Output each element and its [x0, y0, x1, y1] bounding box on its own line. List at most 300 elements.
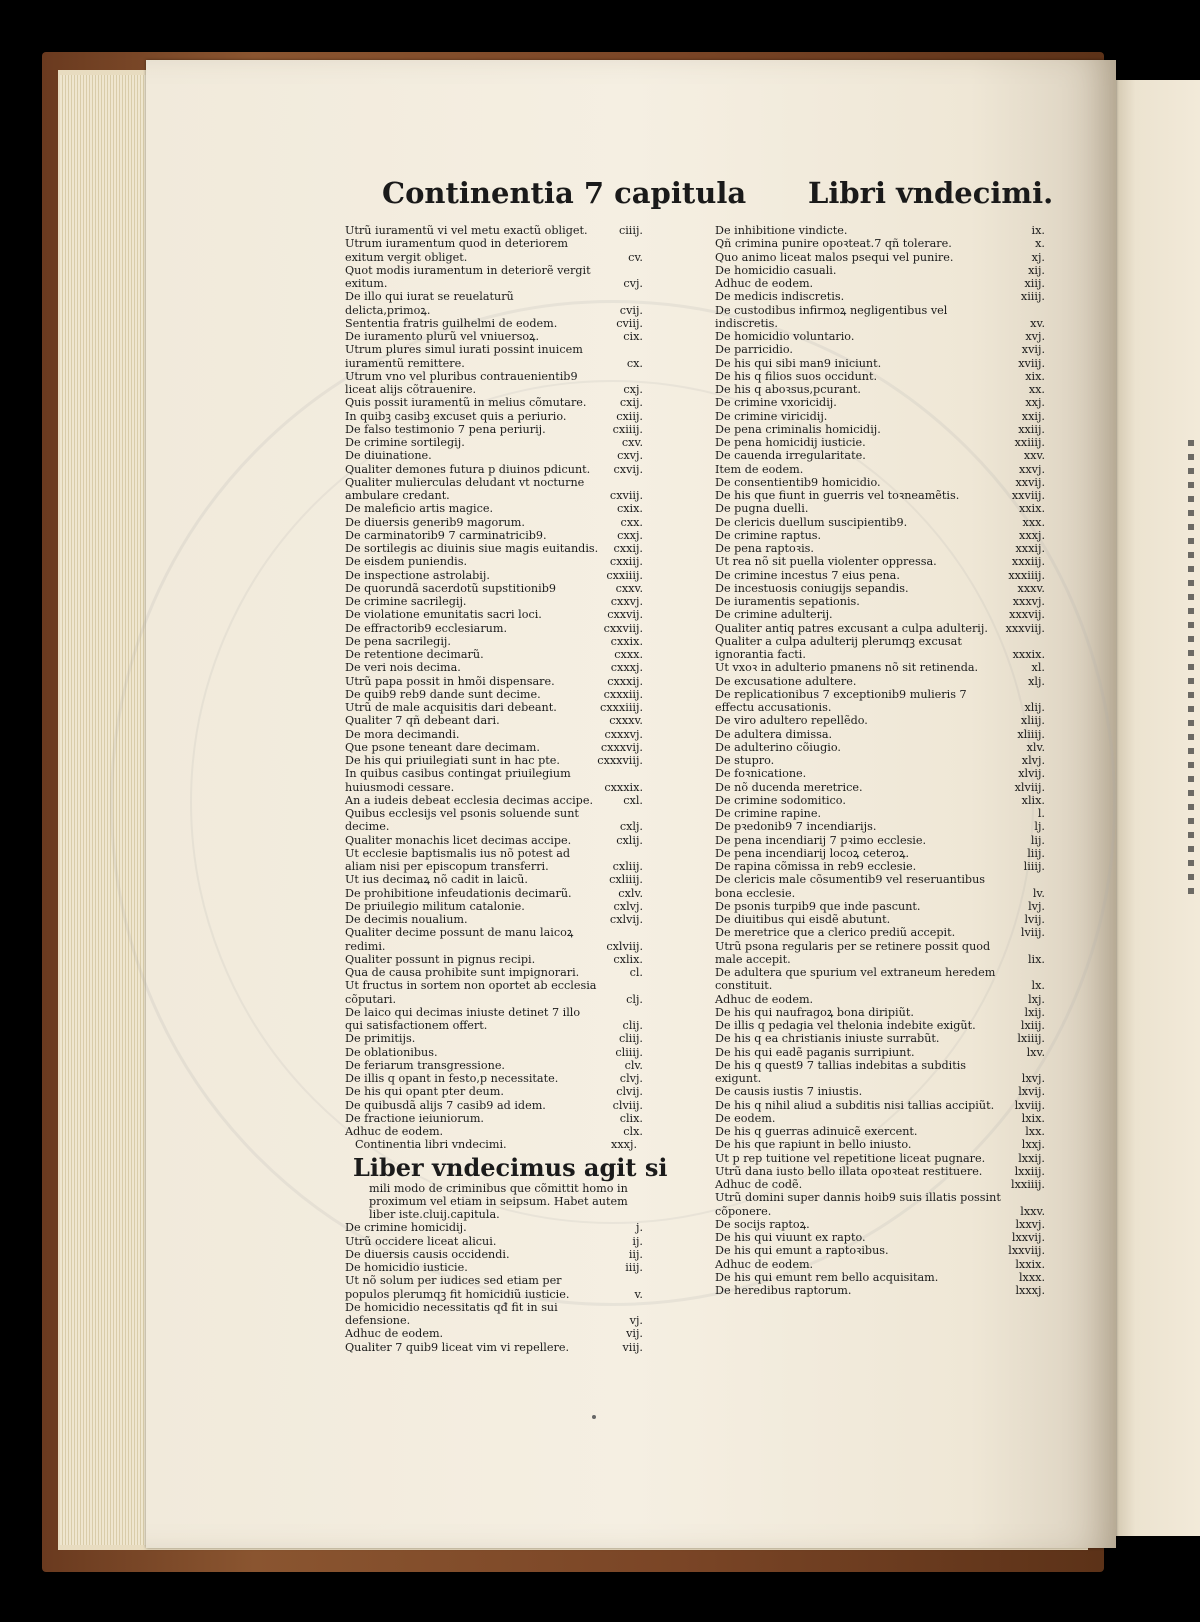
chapter-number: xxij. — [1021, 409, 1045, 423]
chapter-entry — [715, 1231, 1045, 1244]
chapter-title: De oblationibus. — [345, 1045, 438, 1059]
chapter-number: cxxxiiij. — [600, 701, 643, 714]
chapter-title: De homicidio casuali. — [715, 263, 837, 277]
chapter-entry — [715, 847, 1045, 860]
chapter-number: clix. — [619, 1111, 643, 1125]
chapter-entry — [715, 1258, 1045, 1271]
chapter-number: cxliiij. — [609, 873, 643, 887]
chapter-number: xxvij. — [1015, 475, 1045, 489]
chapter-number: xxxvij. — [1009, 608, 1045, 622]
chapter-entry — [345, 966, 643, 979]
chapter-title: De laico qui decimas iniuste detinet 7 illo qui satisfactionem offert. — [345, 1005, 581, 1032]
chapter-title: Item de eodem. — [715, 462, 804, 476]
chapter-number: x. — [1035, 237, 1045, 251]
chapter-number: xxxiiij. — [1008, 568, 1045, 582]
chapter-list-left — [345, 224, 643, 1138]
chapter-title: De custodibus infirmoꝝ negligentibus vel indiscretis. — [715, 303, 948, 330]
chapter-list-right — [715, 224, 1045, 1297]
chapter-entry — [715, 1099, 1045, 1112]
chapter-number: lxxiiij. — [1011, 1178, 1045, 1191]
chapter-number: cxxix. — [610, 634, 643, 648]
bleed-through-text — [1188, 440, 1194, 900]
chapter-entry — [715, 714, 1045, 727]
chapter-number: cxxxvij. — [600, 740, 643, 754]
chapter-title: Adhuc de eodem. — [715, 992, 814, 1006]
chapter-number: vij. — [626, 1327, 643, 1341]
chapter-title: De his qui viuunt ex rapto. — [715, 1231, 866, 1244]
chapter-number: xxxv. — [1017, 581, 1045, 595]
chapter-title: De foꝛnicatione. — [715, 767, 807, 781]
chapter-number: lxvij. — [1018, 1085, 1045, 1099]
chapter-entry — [345, 728, 643, 741]
chapter-title: De his qui priuilegiati sunt in hac pte. — [345, 754, 560, 767]
chapter-title: De prohibitione infeudationis decimarũ. — [345, 886, 572, 900]
chapter-number: lxiij. — [1020, 1019, 1045, 1032]
chapter-number: xxiiij. — [1014, 436, 1045, 449]
chapter-title: Ut rea nõ sit puella violenter oppressa. — [715, 555, 937, 569]
chapter-number: xlj. — [1028, 674, 1045, 688]
chapter-entry — [345, 701, 643, 714]
chapter-entry — [345, 1006, 643, 1033]
chapter-entry — [715, 807, 1045, 820]
chapter-number: lxxxj. — [1015, 1284, 1045, 1297]
chapter-title: De homicidio necessitatis qđ fit in sui defensione. — [345, 1300, 558, 1327]
chapter-title: De diuersis generib9 magorum. — [345, 515, 525, 529]
chapter-number: cxviij. — [609, 489, 643, 502]
chapter-entry — [715, 290, 1045, 303]
chapter-title: De violatione emunitatis sacri loci. — [345, 608, 542, 622]
chapter-title: Adhuc de eodem. — [345, 1327, 444, 1341]
chapter-title: De his qui naufragoꝝ bona diripiũt. — [715, 1005, 914, 1019]
chapter-entry — [715, 1059, 1045, 1086]
chapter-title: Utrum vno vel pluribus contrauenientib9 liceat alijs cõtrauenire. — [345, 369, 578, 396]
chapter-entry — [345, 1099, 643, 1112]
chapter-title: Utrũ dana iusto bello illata opoꝛteat restituere. — [715, 1164, 983, 1178]
running-header-right: Libri vndecimi. — [808, 176, 1054, 210]
chapter-title: De pena raptoꝛis. — [715, 542, 814, 555]
chapter-number: j. — [635, 1221, 643, 1235]
chapter-entry — [345, 542, 643, 555]
chapter-title: De nõ ducenda meretrice. — [715, 780, 863, 794]
chapter-entry — [715, 555, 1045, 568]
chapter-entry — [715, 343, 1045, 356]
chapter-entry — [345, 1235, 643, 1248]
chapter-title: De crimine vxoricidij. — [715, 396, 837, 410]
chapter-entry — [715, 463, 1045, 476]
chapter-title: Qualiter monachis licet decimas accipe. — [345, 833, 572, 847]
chapter-entry — [715, 1125, 1045, 1138]
chapter-title: De his q aboꝛsus,pcurant. — [715, 383, 861, 396]
chapter-entry — [715, 370, 1045, 383]
chapter-number: xxxviij. — [1005, 621, 1045, 635]
chapter-title: De quibusdã alijs 7 casib9 ad idem. — [345, 1098, 546, 1112]
chapter-number: cxxxix. — [604, 780, 643, 794]
chapter-entry — [345, 926, 643, 953]
chapter-entry — [715, 264, 1045, 277]
chapter-number: lxj. — [1028, 992, 1045, 1006]
chapter-title: Utrũ domini super dannis hoib9 suis illatis possint cõponere. — [715, 1191, 1001, 1218]
chapter-title: De heredibus raptorum. — [715, 1284, 852, 1297]
chapter-number: cliij. — [618, 1032, 643, 1046]
chapter-list-left-2 — [345, 1221, 643, 1354]
chapter-entry — [715, 860, 1045, 873]
chapter-number: cxl. — [623, 793, 643, 807]
chapter-entry — [715, 251, 1045, 264]
chapter-title: De inspectione astrolabij. — [345, 568, 490, 582]
chapter-number: lj. — [1034, 820, 1045, 834]
chapter-number: viij. — [622, 1340, 643, 1354]
contents-end-number: xxxj. — [611, 1138, 637, 1152]
chapter-number: lxix. — [1021, 1111, 1045, 1125]
chapter-number: xlv. — [1026, 740, 1045, 754]
chapter-title: De adulterino cõiugio. — [715, 740, 841, 754]
chapter-title: De his qui eadẽ paganis surripiunt. — [715, 1045, 915, 1059]
chapter-number: cxlij. — [616, 833, 643, 847]
chapter-title: De adultera dimissa. — [715, 727, 833, 741]
chapter-entry — [345, 396, 643, 409]
chapter-entry — [345, 1261, 643, 1274]
chapter-title: Qualiter decime possunt de manu laicoꝝ redimi. — [345, 926, 574, 953]
chapter-entry — [715, 582, 1045, 595]
chapter-title: De his que fiunt in guerris vel toꝛneamẽtis. — [715, 489, 960, 502]
chapter-number: l. — [1037, 807, 1045, 820]
chapter-entry — [715, 767, 1045, 780]
page-dot — [592, 1415, 596, 1419]
chapter-entry — [715, 834, 1045, 847]
contents-end-label: Continentia libri vndecimi. — [355, 1138, 507, 1152]
chapter-number: cxlix. — [613, 952, 643, 966]
chapter-entry — [345, 741, 643, 754]
chapter-number: lxxvij. — [1011, 1231, 1045, 1244]
chapter-number: lvj. — [1028, 899, 1045, 913]
chapter-title: De iuramentis sepationis. — [715, 595, 860, 608]
chapter-title: De pena criminalis homicidij. — [715, 422, 881, 436]
chapter-entry — [715, 516, 1045, 529]
chapter-number: cxlv. — [618, 886, 643, 900]
chapter-title: De quib9 reb9 dande sunt decime. — [345, 687, 541, 701]
chapter-entry — [345, 1327, 643, 1340]
chapter-title: Utrũ iuramentũ vi vel metu exactũ obliget. — [345, 224, 588, 237]
chapter-entry — [715, 1244, 1045, 1257]
chapter-number: ij. — [632, 1234, 643, 1248]
chapter-title: De quorundã sacerdotũ supstitionib9 — [345, 581, 556, 595]
chapter-title: Sententia fratris guilhelmi de eodem. — [345, 316, 558, 330]
chapter-entry — [345, 436, 643, 449]
book-eleven-intro: mili modo de criminibus que cõmittit homo in proximum vel etiam in seipsum. Habet autem liber iste.cluij.capitula. — [369, 1181, 628, 1221]
chapter-number: cxxj. — [617, 528, 643, 542]
chapter-title: De falso testimonio 7 pena periurij. — [345, 422, 546, 436]
chapter-title: Quot modis iuramentum in deteriorẽ vergit exitum. — [345, 263, 591, 290]
chapter-title: Quibus ecclesijs vel psonis soluende sunt decime. — [345, 807, 579, 834]
chapter-title: De diuinatione. — [345, 449, 432, 463]
chapter-title: De stupro. — [715, 754, 775, 767]
chapter-number: cxxxvj. — [604, 727, 643, 741]
chapter-title: De effractorib9 ecclesiarum. — [345, 621, 508, 635]
chapter-entry — [345, 370, 643, 397]
chapter-entry — [715, 529, 1045, 542]
chapter-title: Adhuc de eodem. — [715, 277, 814, 290]
chapter-number: xliiij. — [1017, 727, 1045, 741]
chapter-number: xlvj. — [1021, 754, 1045, 767]
chapter-entry — [345, 1248, 643, 1261]
chapter-number: iij. — [628, 1247, 643, 1261]
chapter-title: De crimine sodomitico. — [715, 793, 846, 807]
chapter-title: De priuilegio militum catalonie. — [345, 899, 525, 913]
chapter-number: cxix. — [616, 502, 643, 516]
chapter-number: clx. — [623, 1125, 643, 1138]
chapter-entry — [345, 714, 643, 727]
chapter-entry — [345, 476, 643, 503]
chapter-number: cxxviij. — [603, 621, 643, 635]
chapter-number: cxlj. — [619, 820, 643, 834]
contents-end-line — [345, 1138, 637, 1151]
chapter-entry — [345, 1341, 643, 1354]
chapter-title: De mora decimandi. — [345, 727, 460, 741]
chapter-number: lxiiij. — [1017, 1032, 1045, 1046]
chapter-entry — [715, 304, 1045, 331]
chapter-entry — [715, 277, 1045, 290]
chapter-title: De incestuosis coniugijs sepandis. — [715, 581, 909, 595]
running-header-left: Continentia 7 capitula — [382, 176, 747, 210]
chapter-entry — [345, 900, 643, 913]
chapter-entry — [715, 396, 1045, 409]
chapter-number: cxliij. — [612, 860, 643, 873]
chapter-entry — [345, 794, 643, 807]
chapter-title: De pena sacrilegij. — [345, 634, 451, 648]
chapter-number: lxxiij. — [1014, 1164, 1045, 1178]
chapter-title: De cauenda irregularitate. — [715, 449, 866, 463]
chapter-entry — [345, 1301, 643, 1328]
chapter-title: De sortilegis ac diuinis siue magis euitandis. — [345, 542, 599, 555]
chapter-entry — [345, 264, 643, 291]
chapter-entry — [715, 926, 1045, 939]
chapter-entry — [345, 582, 643, 595]
chapter-title: Qualiter a culpa adulterij plerumqꝫ excusat ignorantia facti. — [715, 634, 962, 661]
chapter-title: De clericis duellum suscipientib9. — [715, 515, 908, 529]
chapter-entry — [345, 343, 643, 370]
chapter-entry — [715, 1271, 1045, 1284]
chapter-title: Utrũ occidere liceat alicui. — [345, 1234, 497, 1248]
chapter-number: lxij. — [1024, 1005, 1045, 1019]
chapter-number: cxxvj. — [610, 595, 643, 608]
chapter-number: xlvij. — [1018, 767, 1045, 781]
chapter-number: clv. — [624, 1058, 643, 1072]
chapter-title: Adhuc de eodem. — [715, 1257, 814, 1271]
chapter-title: De illis q pedagia vel thelonia indebite exigũt. — [715, 1019, 976, 1032]
chapter-number: liij. — [1027, 846, 1045, 860]
chapter-number: xxxij. — [1015, 542, 1045, 555]
chapter-title: De clericis male cõsumentib9 vel reseruantibus bona ecclesie. — [715, 873, 986, 900]
chapter-entry — [345, 463, 643, 476]
chapter-number: lviij. — [1020, 926, 1045, 940]
chapter-number: cxxvij. — [607, 608, 643, 622]
chapter-entry — [715, 383, 1045, 396]
chapter-entry — [345, 661, 643, 674]
chapter-title: De diuersis causis occidendi. — [345, 1247, 510, 1261]
chapter-number: cxxv. — [615, 581, 643, 595]
chapter-number: lx. — [1031, 979, 1045, 993]
chapter-entry — [715, 940, 1045, 967]
chapter-entry — [345, 423, 643, 436]
chapter-title: De his qui sibi man9 iniciunt. — [715, 356, 882, 370]
chapter-number: cxj. — [623, 383, 643, 396]
chapter-title: De crimine sacrilegij. — [345, 595, 467, 608]
chapter-title: De veri nois decima. — [345, 661, 461, 675]
chapter-number: xxxiij. — [1011, 555, 1045, 569]
chapter-number: clvj. — [619, 1072, 643, 1085]
chapter-number: cvij. — [619, 303, 643, 317]
chapter-title: De crimine incestus 7 eius pena. — [715, 568, 900, 582]
chapter-title: Adhuc de codẽ. — [715, 1178, 803, 1191]
chapter-number: cxxx. — [614, 648, 643, 661]
chapter-number: xl. — [1031, 661, 1045, 675]
chapter-entry — [345, 224, 643, 237]
chapter-entry — [345, 317, 643, 330]
chapter-title: De viro adultero repellẽdo. — [715, 714, 868, 728]
chapter-number: cl. — [629, 966, 643, 979]
chapter-title: Utrum plures simul iurati possint inuicem iuramentũ remittere. — [345, 343, 583, 370]
chapter-entry — [715, 688, 1045, 715]
chapter-title: De maleficio artis magice. — [345, 502, 494, 516]
chapter-title: An a iudeis debeat ecclesia decimas accipe. — [345, 793, 594, 807]
chapter-entry — [345, 595, 643, 608]
chapter-number: cxij. — [619, 396, 643, 410]
chapter-entry — [345, 622, 643, 635]
chapter-entry — [715, 1165, 1045, 1178]
chapter-title: De his q guerras adinuicẽ exercent. — [715, 1125, 918, 1138]
chapter-title: De his q ea christianis iniuste surrabũt. — [715, 1032, 940, 1046]
chapter-title: De adultera que spurium vel extraneum heredem constituit. — [715, 966, 996, 993]
chapter-entry — [345, 688, 643, 701]
chapter-entry — [715, 635, 1045, 662]
chapter-number: xlix. — [1021, 793, 1045, 807]
chapter-number: xxj. — [1025, 396, 1045, 410]
chapter-number: xxx. — [1022, 515, 1045, 529]
chapter-title: De eodem. — [715, 1111, 776, 1125]
chapter-number: xv. — [1030, 316, 1045, 330]
chapter-title: De carminatorib9 7 carminatricib9. — [345, 528, 547, 542]
chapter-title: Ut ecclesie baptismalis ius nõ potest ad aliam nisi per episcopum transferri. — [345, 846, 571, 873]
chapter-number: v. — [634, 1287, 643, 1301]
chapter-entry — [345, 290, 643, 317]
chapter-entry — [715, 330, 1045, 343]
chapter-number: lxxx. — [1018, 1270, 1045, 1284]
chapter-title: De his q quest9 7 tallias indebitas a subditis exigunt. — [715, 1058, 967, 1085]
chapter-entry — [715, 1046, 1045, 1059]
chapter-title: De iuramento plurũ vel vniuersoꝝ. — [345, 330, 540, 343]
chapter-title: De feriarum transgressione. — [345, 1058, 505, 1072]
chapter-title: De crimine rapine. — [715, 807, 822, 820]
chapter-entry — [345, 569, 643, 582]
chapter-title: De homicidio voluntario. — [715, 330, 855, 343]
chapter-entry — [345, 1221, 643, 1234]
chapter-entry — [715, 1191, 1045, 1218]
chapter-number: clvij. — [616, 1085, 643, 1099]
chapter-number: xix. — [1025, 369, 1045, 383]
chapter-title: De pugna duelli. — [715, 502, 809, 516]
chapter-number: cviij. — [616, 316, 643, 330]
chapter-number: cxlvj. — [613, 899, 643, 913]
chapter-number: lxviij. — [1014, 1098, 1045, 1112]
chapter-entry — [715, 728, 1045, 741]
chapter-entry — [715, 1218, 1045, 1231]
chapter-title: De crimine viricidij. — [715, 409, 828, 423]
chapter-title: De crimine homicidij. — [345, 1221, 467, 1235]
chapter-title: De his qui emunt a raptoꝛibus. — [715, 1244, 889, 1258]
chapter-number: cxxxviij. — [597, 754, 643, 767]
chapter-number: cxxxij. — [607, 674, 643, 688]
chapter-title: De his que rapiunt in bello iniusto. — [715, 1138, 912, 1152]
chapter-entry — [715, 410, 1045, 423]
chapter-entry — [715, 661, 1045, 674]
chapter-number: xxviij. — [1011, 489, 1045, 502]
chapter-title: De causis iustis 7 iniustis. — [715, 1085, 863, 1099]
chapter-number: liiij. — [1023, 860, 1045, 873]
chapter-title: De decimis noualium. — [345, 913, 468, 926]
chapter-title: De psonis turpib9 que inde pascunt. — [715, 899, 921, 913]
chapter-title: Qualiter mulierculas deludant vt nocturne ambulare credant. — [345, 475, 585, 502]
chapter-entry — [715, 1032, 1045, 1045]
chapter-entry — [345, 516, 643, 529]
chapter-title: Qualiter 7 qñ debeant dari. — [345, 714, 500, 728]
chapter-number: xxxix. — [1012, 648, 1045, 661]
chapter-title: De fractione ieiuniorum. — [345, 1111, 484, 1125]
chapter-title: Utrũ papa possit in hmõi dispensare. — [345, 674, 555, 688]
chapter-title: De pena incendiarij 7 pꝛimo ecclesie. — [715, 833, 927, 847]
chapter-title: De pꝛedonib9 7 incendiarijs. — [715, 820, 877, 834]
chapter-entry — [715, 1006, 1045, 1019]
chapter-entry — [345, 979, 643, 1006]
chapter-entry — [715, 993, 1045, 1006]
chapter-number: xliij. — [1020, 714, 1045, 728]
chapter-entry — [345, 1112, 643, 1125]
chapter-entry — [345, 754, 643, 767]
chapter-entry — [715, 781, 1045, 794]
chapter-title: De crimine sortilegij. — [345, 436, 465, 449]
chapter-title: Quis possit iuramentũ in melius cõmutare. — [345, 396, 587, 410]
chapter-number: clj. — [626, 992, 643, 1006]
chapter-title: De parricidio. — [715, 343, 793, 357]
chapter-title: De socijs raptoꝝ. — [715, 1217, 810, 1231]
chapter-title: De inhibitione vindicte. — [715, 224, 848, 237]
chapter-title: Qñ crimina punire opoꝛteat.7 qñ tolerare. — [715, 237, 952, 251]
chapter-number: xxv. — [1023, 449, 1045, 463]
chapter-title: De crimine raptus. — [715, 528, 822, 542]
chapter-title: In quibus casibus contingat priuilegium huiusmodi cessare. — [345, 767, 571, 794]
chapter-entry — [715, 741, 1045, 754]
chapter-entry — [345, 648, 643, 661]
chapter-title: Qualiter 7 quib9 liceat vim vi repellere. — [345, 1340, 570, 1354]
chapter-number: lxxj. — [1021, 1138, 1045, 1152]
chapter-entry — [345, 1059, 643, 1072]
chapter-number: xj. — [1031, 250, 1045, 264]
chapter-number: xvj. — [1025, 330, 1045, 343]
chapter-number: cxvij. — [613, 462, 643, 476]
chapter-entry — [345, 529, 643, 542]
chapter-title: De his qui emunt rem bello acquisitam. — [715, 1270, 939, 1284]
chapter-number: lv. — [1032, 886, 1045, 900]
chapter-number: clviij. — [612, 1098, 643, 1112]
chapter-entry — [715, 595, 1045, 608]
chapter-number: xviij. — [1018, 356, 1045, 370]
chapter-entry — [715, 820, 1045, 833]
chapter-number: cxiij. — [616, 409, 643, 423]
chapter-number: lix. — [1027, 952, 1045, 966]
chapter-number: xij. — [1028, 263, 1045, 277]
chapter-number: lij. — [1030, 833, 1045, 847]
chapter-entry — [345, 847, 643, 874]
chapter-number: cvj. — [623, 277, 643, 290]
